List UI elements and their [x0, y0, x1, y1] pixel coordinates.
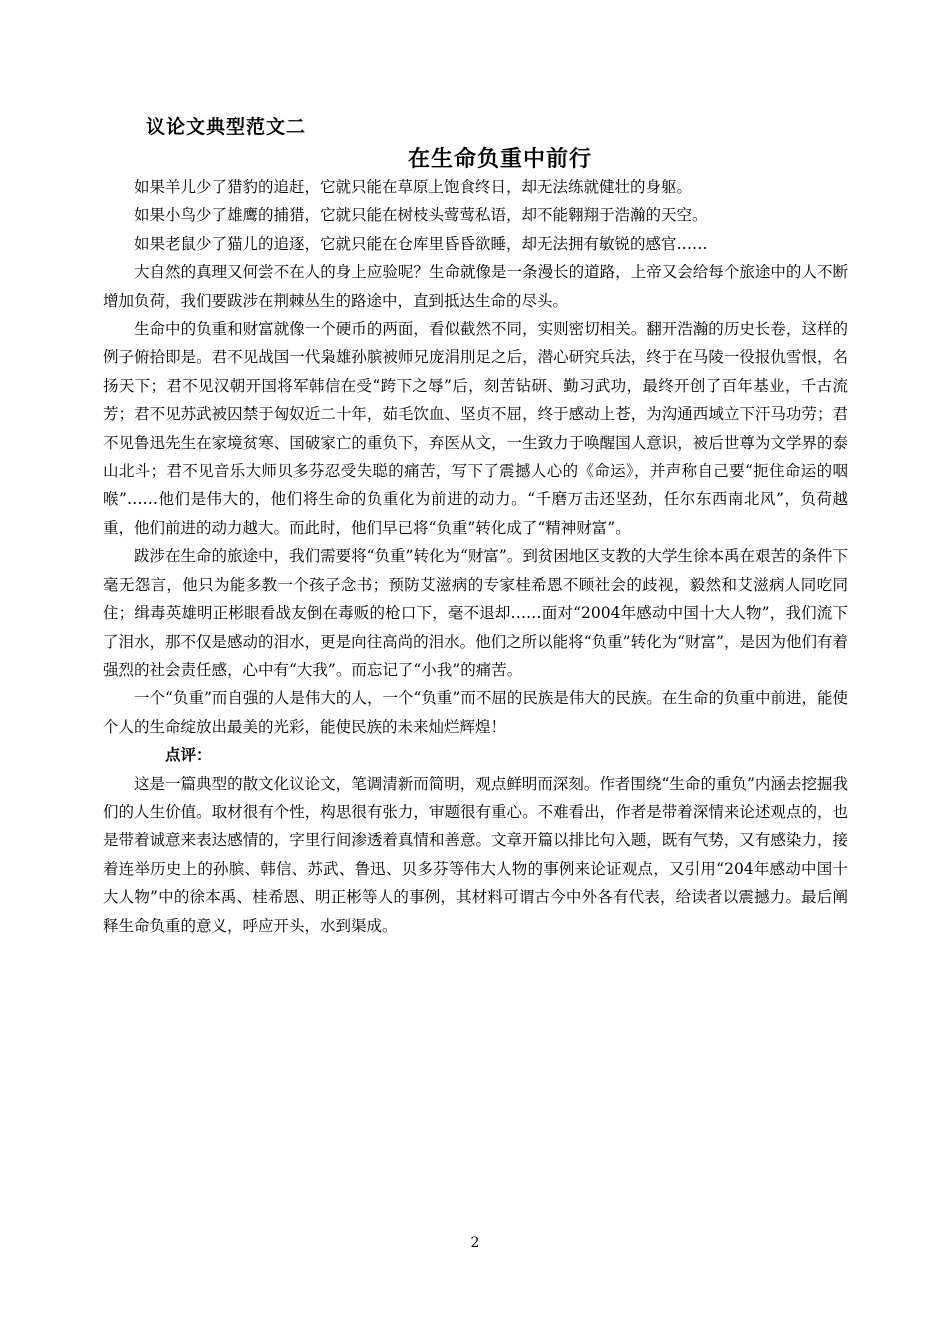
paragraph: 跋涉在生命的旅途中，我们需要将“负重”转化为“财富”。到贫困地区支教的大学生徐本禹在艰苦的条件下毫无怨言，他只为能多教一个孩子念书；预防艾滋病的专家桂希恩不顾社会的歧视，毅然和艾滋病人同吃同住；缉毒英雄明正彬眼看战友倒在毒贩的枪口下，毫不退却……面对“2004年感动中国十大人物”，我们流下了泪水，那不仅是感动的泪水，更是向往高尚的泪水。他们之所以能将“负重”转化为“财富”，是因为他们有着强烈的社会责任感，心中有“大我”。而忘记了“小我”的痛苦。 [103, 547, 848, 679]
essay-body [103, 173, 848, 940]
essay-title: 在生命负重中前行 [407, 147, 592, 172]
paragraph: 如果小鸟少了雄鹰的捕猎，它就只能在树枝头莺莺私语，却不能翱翔于浩瀚的天空。 [134, 206, 708, 225]
paragraph: 生命中的负重和财富就像一个硬币的两面，看似截然不同，实则密切相关。翻开浩瀚的历史长卷，这样的例子俯拾即是。君不见战国一代枭雄孙膑被师兄庞涓刖足之后，潜心研究兵法，终于在马陵一役报仇雪恨，名扬天下；君不见汉朝开国将军韩信在受“跨下之辱”后，刻苦钻研、勤习武功，最终开创了百年基业，千古流芳；君不见苏武被囚禁于匈奴近二十年，茹毛饮血、坚贞不屈，终于感动上苍，为沟通西域立下汗马功劳；君不见鲁迅先生在家境贫寒、国破家亡的重负下，弃医从文，一生致力于唤醒国人意识，被后世尊为文学界的泰山北斗；君不见音乐大师贝多芬忍受失聪的痛苦，写下了震撼人心的《命运》，并声称自己要“扼住命运的咽喉”……他们是伟大的，他们将生命的负重化为前进的动力。“千磨万击还坚劲，任尔东西南北风”，负荷越重，他们前进的动力越大。而此时，他们早已将“负重”转化成了“精神财富”。 [103, 320, 848, 537]
paragraph: 如果羊儿少了猎豹的追赶，它就只能在草原上饱食终日，却无法练就健壮的身躯。 [134, 178, 693, 196]
paragraph: 一个“负重”而自强的人是伟大的人，一个“负重”而不屈的民族是伟大的民族。在生命的负重中前进，能使个人的生命绽放出最美的光彩，能使民族的未来灿烂辉煌！ [103, 689, 848, 736]
comment-label: 点评： [165, 746, 212, 765]
page-number: 2 [470, 1235, 480, 1251]
paragraph: 大自然的真理又何尝不在人的身上应验呢？生命就像是一条漫长的道路，上帝又会给每个旅途中的人不断增加负荷，我们要跋涉在荆棘丛生的路途中，直到抵达生命的尽头。 [103, 263, 848, 310]
section-title: 议论文典型范文二 [146, 116, 307, 138]
paragraph: 如果老鼠少了猫儿的追逐，它就只能在仓库里昏昏欲睡，却无法拥有敏锐的感官…… [134, 234, 708, 253]
comment-text: 这是一篇典型的散文化议论文，笔调清新而简明，观点鲜明而深刻。作者围绕“生命的重负”内涵去挖掘我们的人生价值。取材很有个性，构思很有张力，审题很有重心。不难看出，作者是带着深情来论述观点的，也是带着诚意来表达感情的，字里行间渗透着真情和善意。文章开篇以排比句入题，既有气势，又有感染力，接着连举历史上的孙膑、韩信、苏武、鲁迅、贝多芬等伟大人物的事例来论证观点，又引用“204年感动中国十大人物”中的徐本禹、桂希恩、明正彬等人的事例，其材料可谓古今中外各有代表，给读者以震撼力。最后阐释生命负重的意义，呼应开头，水到渠成。 [103, 774, 848, 935]
